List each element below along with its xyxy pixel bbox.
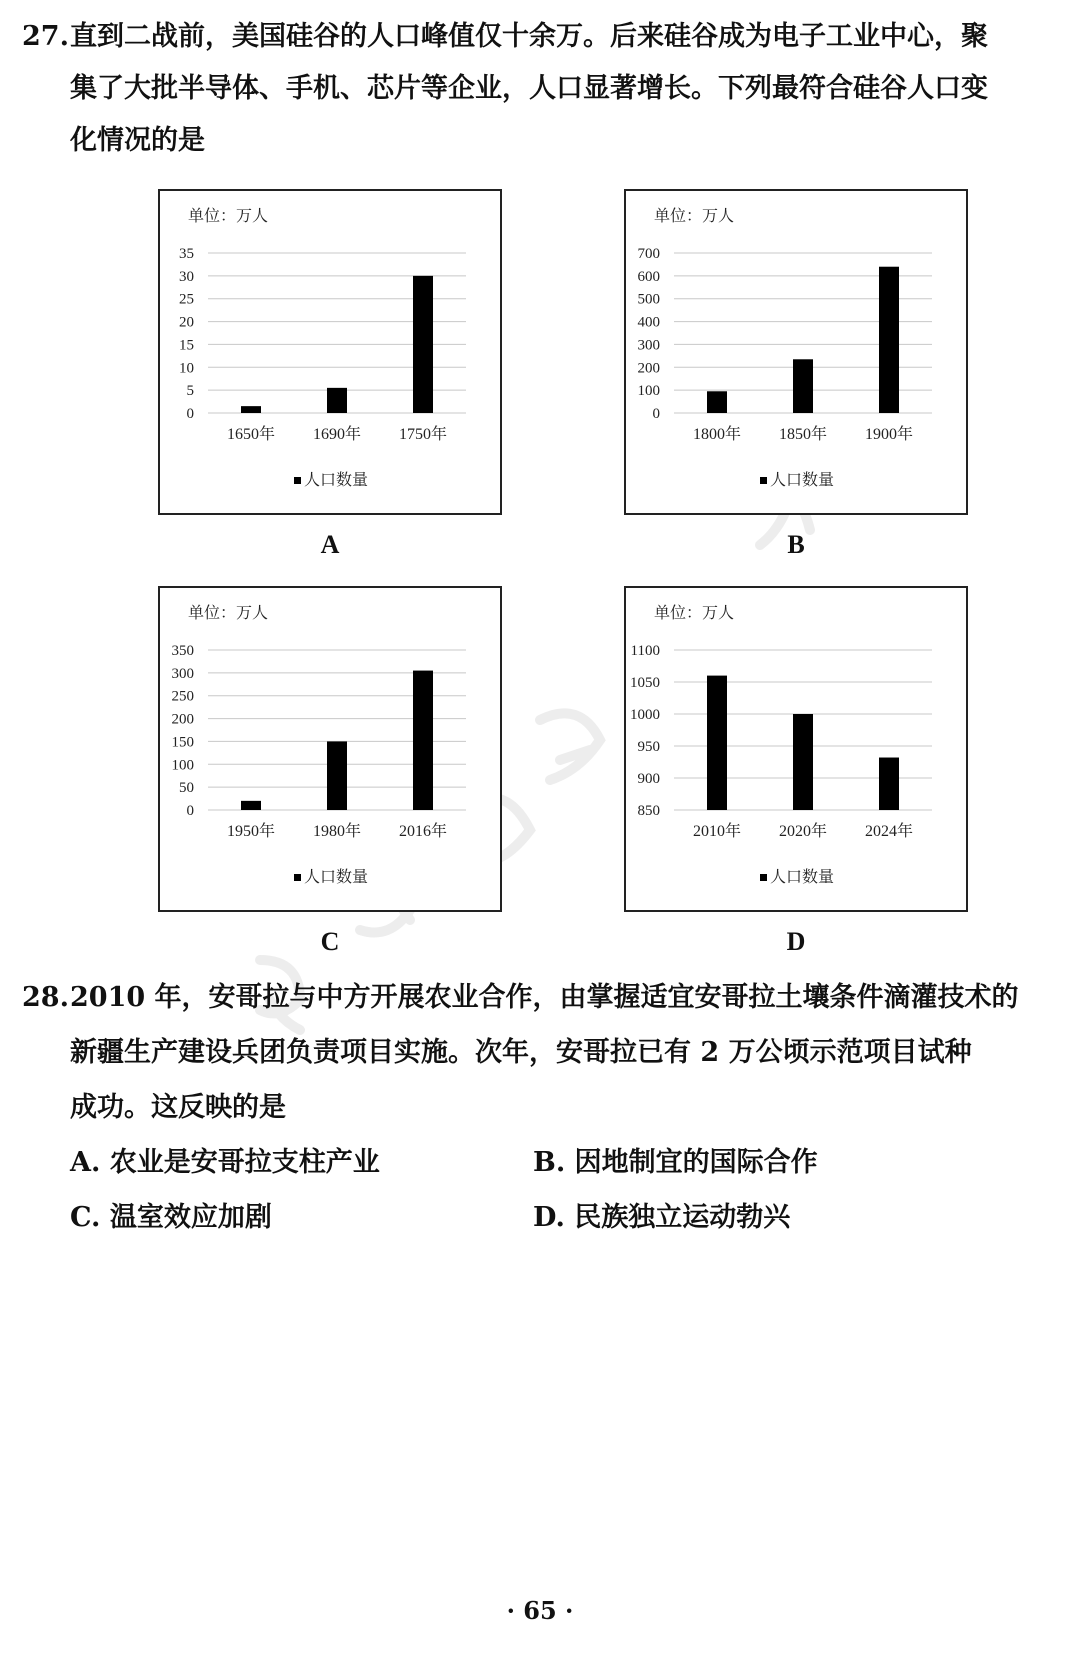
chart-b-y-tick-label: 500: [637, 291, 660, 308]
chart-a-x-tick-label: 1690年: [312, 426, 362, 443]
chart-b-svg: [626, 191, 970, 517]
chart-a-svg: [160, 191, 504, 517]
chart-b-legend-swatch: [760, 477, 767, 484]
chart-a-unit-label: 单位：万人: [188, 206, 269, 225]
chart-a-y-tick-label: 20: [179, 314, 194, 331]
q27-text-line-2: 集了大批半导体、手机、芯片等企业，人口显著增长。下列最符合硅谷人口变: [70, 73, 988, 104]
chart-a-y-tick-label: 0: [186, 406, 194, 422]
chart-c-bar: [327, 741, 347, 810]
chart-a-x-tick-label: 1650年: [226, 426, 276, 443]
chart-d-bar: [707, 676, 727, 810]
chart-c-y-tick-label: 0: [186, 803, 194, 819]
chart-d-caption: D: [786, 927, 806, 956]
chart-b-bar: [707, 391, 727, 413]
chart-a: [158, 189, 502, 515]
chart-b-legend: [760, 470, 834, 489]
chart-a-y-tick-label: 15: [179, 337, 194, 354]
chart-d-x-tick-label: 2020年: [778, 823, 828, 840]
chart-b-y-tick-label: 600: [637, 268, 660, 285]
chart-c-x-tick-label: 1980年: [312, 823, 362, 840]
chart-d-y-tick-label: 1000: [630, 707, 660, 723]
chart-c-x-tick-label: 1950年: [226, 823, 276, 840]
q28-option-a[interactable]: A. 农业是安哥拉支柱产业: [70, 1147, 380, 1178]
chart-b-y-tick-label: 300: [637, 337, 660, 354]
q27-text-line-1: 直到二战前，美国硅谷的人口峰值仅十余万。后来硅谷成为电子工业中心，聚: [70, 21, 988, 52]
chart-c-bar: [413, 671, 433, 810]
chart-a-bar: [241, 406, 261, 413]
chart-b-x-tick-label: 1850年: [778, 426, 828, 443]
chart-a-bar: [327, 388, 347, 413]
chart-c-legend-swatch: [294, 874, 301, 881]
chart-b-y-tick-label: 700: [637, 246, 660, 262]
q28-text-line-3: 成功。这反映的是: [70, 1092, 286, 1123]
chart-b-y-tick-label: 400: [637, 314, 660, 331]
chart-d-bar: [879, 758, 899, 810]
chart-c-legend: [294, 867, 368, 886]
q27-text-line-3: 化情况的是: [70, 125, 205, 156]
chart-d-legend-label: 人口数量: [770, 867, 835, 886]
chart-b-y-tick-label: 0: [652, 406, 660, 422]
chart-a-bar: [413, 276, 433, 413]
chart-c-unit-label: 单位：万人: [188, 603, 269, 622]
q27-number: 27.: [22, 21, 69, 52]
chart-c: [158, 586, 502, 912]
chart-d-legend: [760, 867, 834, 886]
chart-c-y-tick-label: 350: [171, 643, 194, 659]
chart-a-y-tick-label: 25: [179, 291, 194, 308]
chart-d-y-tick-label: 1050: [630, 675, 660, 691]
chart-a-y-tick-label: 35: [179, 246, 194, 262]
chart-c-y-tick-label: 50: [179, 780, 194, 797]
chart-d-legend-swatch: [760, 874, 767, 881]
chart-a-y-tick-label: 30: [179, 268, 194, 285]
chart-b-bar: [879, 267, 899, 413]
chart-d: [624, 586, 968, 912]
chart-c-y-tick-label: 100: [171, 757, 194, 774]
chart-c-y-tick-label: 200: [171, 711, 194, 728]
chart-c-y-tick-label: 250: [171, 688, 194, 705]
chart-a-caption: A: [320, 530, 340, 559]
chart-c-bar: [241, 801, 261, 810]
page-number: · 65 ·: [506, 1596, 574, 1625]
q28-option-b[interactable]: B. 因地制宜的国际合作: [533, 1147, 818, 1178]
chart-c-legend-label: 人口数量: [304, 867, 369, 886]
chart-a-legend-swatch: [294, 477, 301, 484]
chart-b-x-tick-label: 1900年: [864, 426, 914, 443]
chart-b: [624, 189, 968, 515]
chart-d-y-tick-label: 1100: [630, 643, 660, 659]
chart-b-bar: [793, 359, 813, 413]
q28-text-line-1: 2010 年，安哥拉与中方开展农业合作，由掌握适宜安哥拉土壤条件滴灌技术的: [70, 982, 1019, 1013]
q28-option-d[interactable]: D. 民族独立运动勃兴: [533, 1202, 791, 1233]
chart-d-y-tick-label: 950: [637, 739, 660, 755]
chart-c-x-tick-label: 2016年: [398, 823, 448, 840]
q28-text-line-2: 新疆生产建设兵团负责项目实施。次年，安哥拉已有 2 万公顷示范项目试种: [70, 1037, 972, 1068]
chart-c-svg: [160, 588, 504, 914]
chart-b-y-tick-label: 200: [637, 360, 660, 377]
q28-number: 28.: [22, 982, 69, 1013]
chart-a-y-tick-label: 10: [179, 360, 194, 377]
chart-a-x-tick-label: 1750年: [398, 426, 448, 443]
chart-d-bar: [793, 714, 813, 810]
chart-d-y-tick-label: 850: [637, 803, 660, 819]
chart-b-caption: B: [787, 530, 805, 559]
chart-c-y-tick-label: 300: [171, 665, 194, 682]
chart-b-x-tick-label: 1800年: [692, 426, 742, 443]
chart-a-y-tick-label: 5: [186, 383, 194, 400]
chart-a-legend: [294, 470, 368, 489]
chart-b-y-tick-label: 100: [637, 383, 660, 400]
chart-d-unit-label: 单位：万人: [654, 603, 735, 622]
chart-d-x-tick-label: 2010年: [692, 823, 742, 840]
q28-option-c[interactable]: C. 温室效应加剧: [70, 1202, 272, 1233]
chart-c-y-tick-label: 150: [171, 734, 194, 751]
chart-b-legend-label: 人口数量: [770, 470, 835, 489]
chart-d-svg: [626, 588, 970, 914]
chart-d-y-tick-label: 900: [637, 771, 660, 787]
chart-d-x-tick-label: 2024年: [864, 823, 914, 840]
chart-b-unit-label: 单位：万人: [654, 206, 735, 225]
chart-c-caption: C: [320, 927, 340, 956]
chart-a-legend-label: 人口数量: [304, 470, 369, 489]
